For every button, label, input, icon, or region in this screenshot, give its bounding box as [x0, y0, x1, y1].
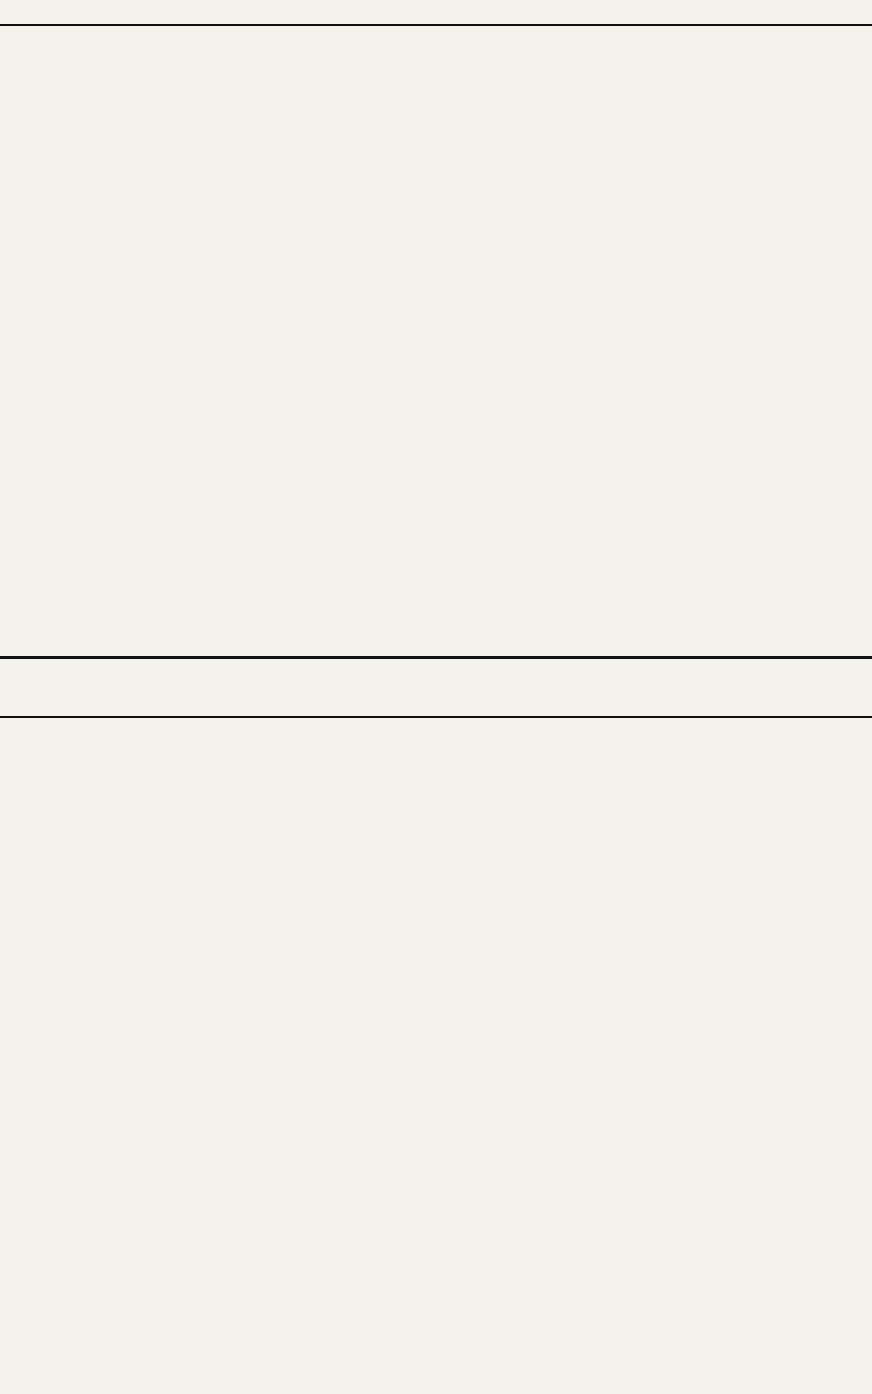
home-service-guide-masthead [0, 656, 872, 718]
page-header [0, 0, 872, 26]
service-guide-columns [0, 722, 872, 1394]
classified-columns [0, 30, 872, 652]
